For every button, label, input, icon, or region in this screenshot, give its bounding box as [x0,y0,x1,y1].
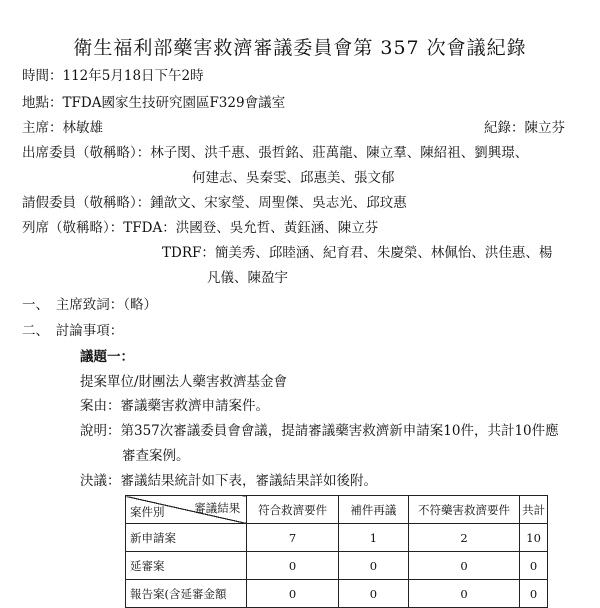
table-cell: 0 [338,552,408,580]
table-cell: 0 [247,552,339,580]
table-row [126,580,548,608]
table-cell: 0 [520,580,548,608]
agenda-item-title: 議題一： [80,349,134,365]
column-header: 共計 [520,496,548,524]
column-header: 符合救濟要件 [247,496,339,524]
table-cell: 10 [520,524,548,552]
table-cell: 0 [520,552,548,580]
table-cell: 0 [408,552,519,580]
table-row [126,552,548,580]
row-label: 報告案(含延審金額 [126,580,247,608]
row-label: 新申請案 [126,524,247,552]
proposer: 提案單位/財團法人藥害救濟基金會 [80,374,288,390]
row-label: 延審案 [126,552,247,580]
column-header: 不符藥害救濟要件 [408,496,519,524]
observers-tdrf-line-2: 凡儀、陳盈宇 [207,270,288,286]
attendees-line-2: 何建志、吳秦雯、邱惠美、張文郁 [192,170,395,186]
explanation-line-1: 說明：第357次審議委員會會議，提請審議藥害救濟新申請案10件，共計10件應 [80,423,559,439]
table-corner-cell [126,496,247,524]
table-cell: 1 [338,524,408,552]
table-cell: 2 [408,524,519,552]
corner-label-result: 審議結果 [194,501,241,515]
table-cell: 7 [247,524,339,552]
table-cell: 0 [338,580,408,608]
observers-tfda: 列席（敬稱略）：TFDA：洪國登、吳允哲、黃鈺涵、陳立芬 [22,220,379,236]
case-reason: 案由：審議藥害救濟申請案件。 [80,398,269,414]
document-title: 衛生福利部藥害救濟審議委員會第 357 次會議紀錄 [73,37,527,59]
explanation-line-2: 審查案例。 [122,448,190,464]
meeting-time: 時間：112年5月18日下午2時 [22,68,204,84]
resolution: 決議：審議結果統計如下表，審議結果詳如後附。 [80,473,377,489]
table-row [126,524,548,552]
section-chair-speech: 一、 主席致詞：（略） [22,297,157,313]
table-cell: 0 [408,580,519,608]
section-discussion: 二、 討論事項： [22,323,124,339]
meeting-place: 地點：TFDA國家生技研究園區F329會議室 [22,95,286,111]
attendees-line-1: 出席委員（敬稱略）：林子閔、洪千惠、張哲銘、莊萬龍、陳立羣、陳紹祖、劉興璟、 [22,145,529,161]
corner-label-case-type: 案件別 [130,505,165,519]
column-header: 補件再議 [338,496,408,524]
table-cell: 0 [247,580,339,608]
observers-tdrf-line-1: TDRF：簡美秀、邱睦涵、紀育君、朱慶榮、林佩怡、洪佳惠、楊 [162,245,553,261]
meeting-recorder: 紀錄：陳立芬 [484,120,565,136]
review-results-table [125,495,548,608]
absent-members: 請假委員（敬稱略）：鍾歆文、宋家瑩、周聖傑、吳志光、邱玟惠 [22,195,407,211]
table-header-row [126,496,548,524]
meeting-chair: 主席：林敏雄 [22,120,103,136]
